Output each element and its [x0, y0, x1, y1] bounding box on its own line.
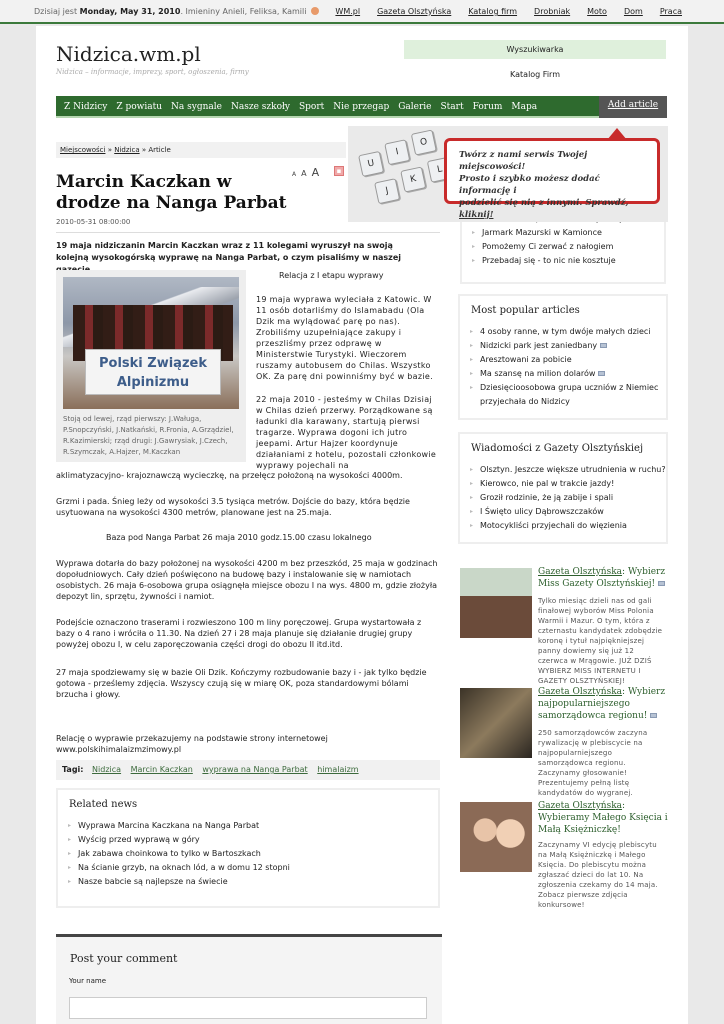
popular-article-item[interactable] — [470, 339, 666, 353]
main-nav — [56, 96, 667, 118]
popular-article-label: Nidzicki park jest zaniedbany — [480, 341, 598, 350]
top-link-wm[interactable]: WM.pl — [335, 7, 361, 16]
article-paragraph: 27 maja spodziewamy się w bazie Oli Dzik. Kończymy rozbudowanie bazy i - jak tylko będzie gotowa - prześlemy zdjęcia. Wszyscy czują się w miarę OK, poza standardowymi bólami brzucha i głowy. — [56, 668, 427, 699]
popular-article-item[interactable] — [470, 353, 666, 367]
nav-item-galerie[interactable]: Galerie — [398, 102, 432, 112]
news-text: Zaczynamy VI edycję plebiscytu na Małą Księżniczkę i Małego Księcia. Do plebiscytu można zgłaszać dzieci do lat 10. Na zgłoszenia czekamy do 14 maja. Zobacz pierwsze zdjęcia konkursowe! — [538, 841, 658, 909]
pointer-arrow-icon — [607, 128, 627, 140]
article-paragraph: Wyprawa dotarła do bazy położonej na wysokości 4200 m bez przeszkód, 25 maja w godzinach dopołudniowych. Cały dzień poświęcono na budowę bazy i instalowanie się w namiotach osobistych. 26 maja 6-osobowa grupa osiągnęła miejsce obozu I na wys. 4800 m, gdzie złożyła depozyt lin, sprzętu, żywności i namiot. — [56, 559, 438, 601]
news-thumbnail[interactable] — [460, 688, 532, 758]
top-link-praca[interactable]: Praca — [659, 7, 682, 16]
news-text: 250 samorządowców zaczyna rywalizację w plebiscycie na najpopularniejszego samorządowca regionu. Zaczynamy głosowanie! Prezentujemy pełną listę kandydatów do wygranej. — [538, 729, 648, 797]
nav-item-sport[interactable]: Sport — [299, 102, 325, 112]
news-text: Tylko miesiąc dzieli nas od gali finałowej wyborów Miss Polonia Warmii i Mazur. O tym, która z czternastu kandydatek zdobędzie koronę i tytuł najpiękniejszej panny dowiemy się już 12 czerwca w Mrągowie. JUŻ DZIŚ WYBIERZ MISS INTERNETU I GAZETY OLSZTYŃSKIEJ! — [538, 597, 663, 685]
article-paragraph: 19 maja wyprawa wyleciała z Katowic. W 11 osób dotarliśmy do Islamabadu (Ola Dzik ma wylądować parę po nas). Zrobiliśmy uzupełniające zakupy i przeszliśmy przez odprawę w Ministerstwie Turystyki. Wieczorem ruszamy autobusem do Chilas. Wszystko OK. Za parę dni powinniśmy być w bazie. — [256, 295, 433, 381]
promo-line — [459, 197, 649, 221]
divider — [56, 232, 440, 233]
gazeta-news-list — [460, 454, 666, 533]
nav-item-start[interactable]: Start — [440, 102, 464, 112]
font-large-button[interactable]: A — [311, 166, 320, 179]
promo-line: Twórz z nami serwis Twojej miejscowości! — [459, 150, 588, 172]
site-tagline: Nidzica – informacje, imprezy, sport, ogłoszenia, firmy — [56, 68, 249, 76]
key-graphic: U — [358, 151, 384, 177]
news-source[interactable]: Gazeta Olsztyńska — [538, 567, 623, 577]
page-container — [36, 26, 688, 1024]
related-news-item[interactable]: ▸ Wyprawa Marcina Kaczkana na Nanga Parbat — [68, 819, 438, 833]
top-link-gazeta[interactable]: Gazeta Olsztyńska — [377, 7, 452, 16]
related-news-item[interactable]: ▸ Jak zabawa choinkowa to tylko w Bartoszkach — [68, 847, 438, 861]
nav-item-mapa[interactable]: Mapa — [511, 102, 538, 112]
camera-icon — [598, 371, 605, 376]
news-thumbnail[interactable] — [460, 802, 532, 872]
tag-link[interactable]: Marcin Kaczkan — [130, 765, 193, 774]
popular-article-label: Aresztowani za pobicie — [480, 355, 572, 364]
top-bar — [0, 0, 724, 24]
article-paragraph: Baza pod Nanga Parbat 26 maja 2010 godz.15.00 czasu lokalnego — [106, 533, 372, 542]
news-source[interactable]: Gazeta Olsztyńska — [538, 687, 623, 697]
article-source-note: Relację o wyprawie przekazujemy na podstawie strony internetowej www.polskihimalaizmzimowy.pl — [56, 734, 328, 754]
promo-banner — [444, 138, 660, 220]
gazeta-news-title: Wiadomości z Gazety Olsztyńskiej — [471, 443, 644, 454]
key-graphic: K — [400, 166, 426, 192]
news-thumbnail[interactable] — [460, 568, 532, 638]
popular-articles-box — [458, 294, 668, 420]
namedays: Imieniny Anieli, Feliksa, Kamili — [185, 7, 307, 16]
promo-line: Prosto i szybko możesz dodać informację i — [459, 174, 600, 196]
popular-articles-title: Most popular articles — [471, 305, 580, 316]
featured-news — [458, 800, 668, 910]
breadcrumb-nidzica[interactable]: Nidzica — [114, 146, 140, 154]
article-photo[interactable] — [63, 277, 239, 409]
nav-item-nie-przegap[interactable]: Nie przegap — [333, 102, 390, 112]
latest-news-item[interactable]: ▸ Pomożemy Ci zerwać z nałogiem — [472, 240, 664, 254]
news-headline-text[interactable]: Wybieramy Małego Księcia i Małą Księżniczkę! — [538, 813, 668, 835]
flower-icon — [311, 7, 319, 15]
site-logo[interactable]: Nidzica.wm.pl — [56, 42, 201, 66]
current-date: Monday, May 31, 2010 — [79, 7, 181, 16]
katalog-firm-link[interactable]: Katalog Firm — [510, 70, 560, 79]
section-heading: Relacja z I etapu wyprawy — [279, 271, 384, 280]
featured-news — [458, 566, 668, 685]
top-link-dom[interactable]: Dom — [623, 7, 643, 16]
gazeta-news-box — [458, 432, 668, 544]
camera-icon — [650, 713, 657, 718]
search-box[interactable]: Wyszukiwarka — [404, 40, 666, 59]
latest-news-item[interactable]: ▸ Jarmark Mazurski w Kamionce — [472, 226, 664, 240]
promo-overlay[interactable] — [348, 126, 668, 222]
news-source[interactable]: Gazeta Olsztyńska — [538, 801, 623, 811]
related-news-item[interactable]: ▸ Na ścianie grzyb, na oknach lód, a w domu 12 stopni — [68, 861, 438, 875]
promo-line-text: podzielić się nią z innymi. Sprawdź, — [459, 198, 629, 208]
news-headline[interactable]: Gazeta Olsztyńska: Wybierz Miss Gazety Olsztyńskiej! — [538, 567, 666, 589]
promo-click-link[interactable]: kliknij! — [459, 210, 494, 220]
comment-form — [56, 934, 442, 1024]
popular-article-item[interactable] — [470, 325, 666, 339]
top-link-katalog[interactable]: Katalog firm — [468, 7, 518, 16]
gazeta-news-item[interactable]: ▸ Motocykliści przyjechali do więzienia — [470, 519, 666, 533]
top-link-drobniak[interactable]: Drobniak — [534, 7, 571, 16]
name-input[interactable] — [69, 997, 427, 1019]
popular-article-item[interactable] — [470, 381, 666, 409]
popular-article-item[interactable] — [470, 367, 666, 381]
related-news-item[interactable]: ▸ Nasze babcie są najlepsze na świecie — [68, 875, 438, 889]
tags-bar — [56, 760, 440, 780]
breadcrumb-miejscowosci[interactable]: Miejscowości — [60, 146, 106, 154]
related-news-list — [58, 810, 438, 889]
article-title: Marcin Kaczkan w drodze na Nanga Parbat — [56, 172, 287, 213]
breadcrumb-separator: » — [141, 146, 147, 154]
photo-banner: Polski Związek Alpinizmu — [85, 349, 221, 395]
article-paragraph: Podejście oznaczono traserami i rozwieszono 100 m liny poręczowej. Grupa wystartowała z bazy o 4 rano i wróciła o 11.30. Na dzień 27 i 28 maja planuje się działanie drugiej grupy powyżej obozu I, w celu zaporęczowania części drogi do obozu II itd.itd. — [56, 618, 422, 649]
gazeta-news-item[interactable]: ▸ I Święto ulicy Dąbrowszczaków — [470, 505, 666, 519]
featured-news — [458, 686, 668, 798]
article-paragraph: 22 maja 2010 - jesteśmy w Chilas Dzisiaj w Chilas dzień przerwy. Porządkowane są ładunki dla karawany, startują pierwsi tragarze. Wyprawa dogoni ich jutro jeepami. Artur Hajzer koordynuje działaniami z hotelu, pozostali członkowie wyprawy pojechali na — [256, 395, 437, 470]
popular-article-label: Ma szansę na milion dolarów — [480, 369, 596, 378]
photo-caption: Stoją od lewej, rząd pierwszy: J.Waługa, P.Snopczyński, J.Natkański, R.Fronia, A.Grządziel, R.Kazimierski; rząd drugi: J.Gawrysiak, J.Czech, R.Szymczak, A.Hajzer, M.Kaczkan — [63, 415, 234, 456]
breadcrumb-separator: » — [107, 146, 112, 154]
latest-news-item[interactable]: ▸ Przebadaj się - to nic nie kosztuje — [472, 254, 664, 268]
camera-icon — [600, 343, 607, 348]
font-small-button[interactable]: A — [292, 171, 297, 178]
tag-link[interactable]: himalaizm — [317, 765, 359, 774]
breadcrumb-current: Article — [148, 146, 171, 154]
related-news-title: Related news — [69, 799, 138, 810]
related-news-box — [56, 788, 440, 908]
comment-form-title: Post your comment — [70, 952, 178, 965]
nav-item-forum[interactable]: Forum — [472, 102, 503, 112]
add-article-button[interactable]: Add article — [599, 96, 667, 118]
article-date: 2010-05-31 08:00:00 — [56, 218, 131, 226]
top-link-moto[interactable]: Moto — [587, 7, 607, 16]
camera-icon — [658, 581, 665, 586]
news-headline[interactable]: Gazeta Olsztyńska: Wybierz najpopularniejszego samorządowca regionu! — [538, 687, 666, 721]
nav-item-z-powiatu[interactable]: Z powiatu — [116, 102, 163, 112]
article-paragraph: aklimatyzacyjno- krajoznawczą wycieczkę, na przełęcz położoną na wysokości 4000m. — [56, 471, 403, 480]
article-photo-box — [56, 270, 246, 462]
nav-item-z-nidzicy[interactable]: Z Nidzicy — [64, 102, 108, 112]
popular-article-label: 4 osoby ranne, w tym dwóje małych dzieci — [480, 327, 651, 336]
gazeta-news-item[interactable]: ▸ Groził rodzinie, że ją zabije i spali — [470, 491, 666, 505]
name-field-label: Your name — [69, 977, 107, 985]
tag-link[interactable]: wyprawa na Nanga Parbat — [202, 765, 308, 774]
date-line: Dzisiaj jest Monday, May 31, 2010. Imieniny Anieli, Feliksa, Kamili — [34, 7, 319, 16]
key-graphic: I — [384, 139, 410, 165]
gazeta-news-item[interactable]: ▸ Olsztyn. Jeszcze większe utrudnienia w ruchu? — [470, 463, 666, 477]
key-graphic: L — [427, 157, 453, 183]
related-news-item[interactable]: ▸ Wyścig przed wyprawą w góry — [68, 833, 438, 847]
news-headline-text[interactable]: Wybierz Miss Gazety Olsztyńskiej! — [538, 567, 666, 589]
tags-label: Tagi: — [62, 765, 84, 774]
font-size-switcher — [292, 166, 319, 179]
tag-link[interactable]: Nidzica — [92, 765, 122, 774]
news-headline[interactable]: Gazeta Olsztyńska: Wybieramy Małego Księcia i Małą Księżniczkę! — [538, 801, 668, 835]
news-headline-text[interactable]: Wybierz najpopularniejszego samorządowca regionu! — [538, 687, 666, 721]
popular-article-label: Dziesięcioosobowa grupa uczniów z Niemiec przyjechała do Nidzicy — [480, 383, 659, 406]
top-links — [335, 7, 682, 16]
article-lead: 19 maja nidziczanin Marcin Kaczkan wraz z 11 kolegami wyruszył na swoją kolejną wysokogórską wyprawę na Nanga Parbat, o czym pisaliśmy w naszej — [56, 241, 401, 262]
popular-articles-list — [460, 316, 666, 409]
key-graphic: J — [374, 178, 400, 204]
key-graphic: O — [411, 129, 437, 155]
print-icon[interactable]: ▪ — [334, 166, 344, 176]
nav-item-nasze-szkoly[interactable]: Nasze szkoły — [230, 102, 290, 112]
nav-item-na-sygnale[interactable]: Na sygnale — [171, 102, 222, 112]
article-paragraph: Grzmi i pada. Śnieg leży od wysokości 3.5 tysiąca metrów. Dojście do bazy, która będzie usytuowana na wysokości 4300 metrów, planowane jest na 25.maja. — [56, 497, 410, 517]
date-prefix: Dzisiaj jest — [34, 7, 78, 16]
font-medium-button[interactable]: A — [301, 169, 307, 178]
breadcrumb — [56, 142, 346, 158]
gazeta-news-item[interactable]: ▸ Kierowco, nie pal w trakcie jazdy! — [470, 477, 666, 491]
